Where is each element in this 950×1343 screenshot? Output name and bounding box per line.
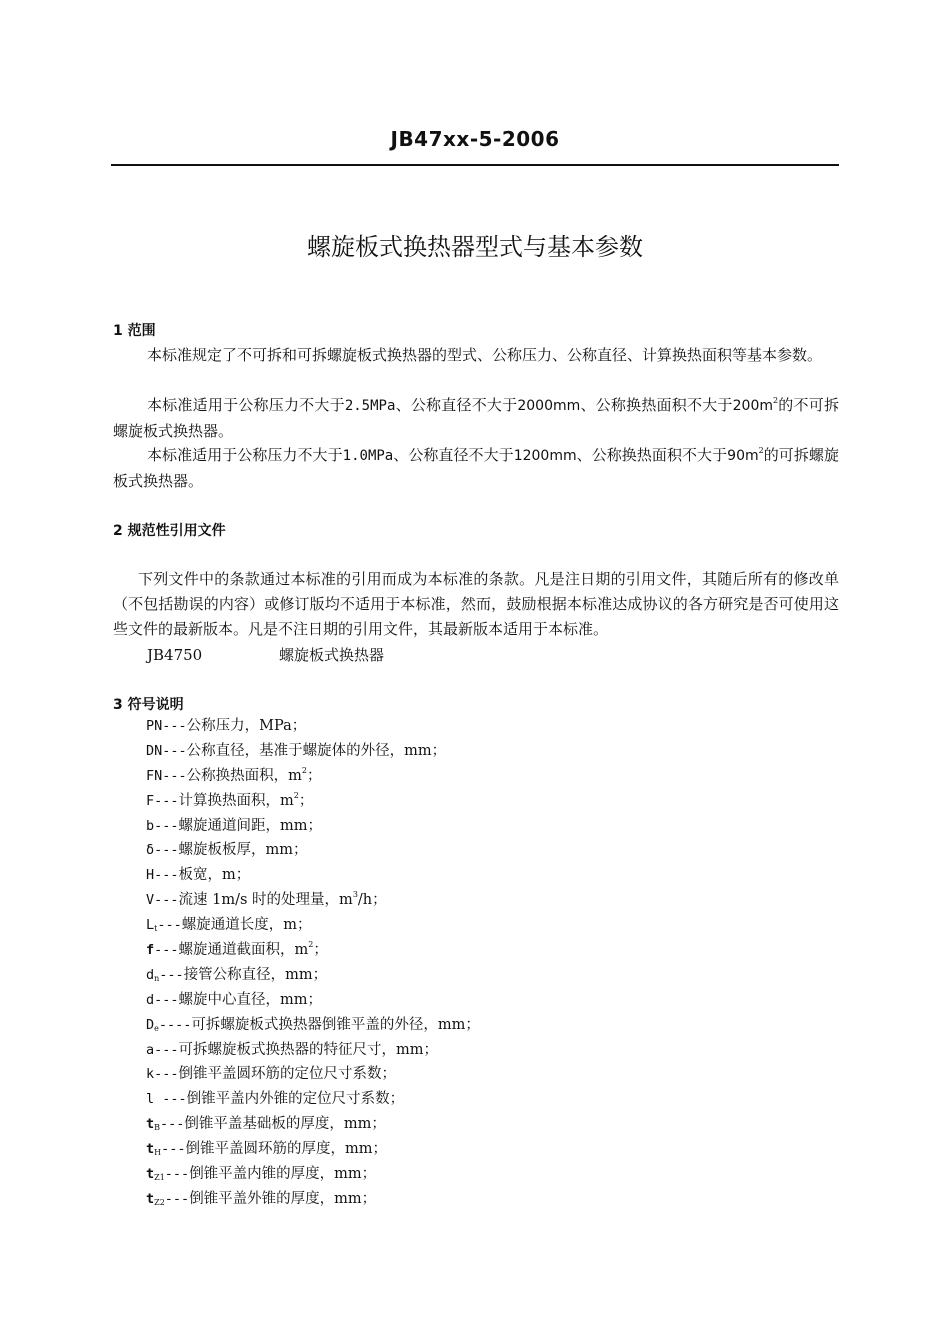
- symbol-separator: ---: [154, 792, 179, 809]
- symbol-row: [146, 1038, 480, 1063]
- symbol-name: PN: [146, 718, 163, 734]
- symbol-separator: ---: [164, 1166, 190, 1183]
- symbol-name: f: [146, 942, 155, 959]
- reference-code: JB4750: [147, 646, 203, 664]
- symbol-name: DN: [146, 742, 163, 759]
- symbol-row: [146, 938, 480, 963]
- header-rule: [111, 164, 839, 166]
- document-code: JB47xx-5-2006: [390, 127, 560, 151]
- symbol-description: 螺旋通道长度，m；: [181, 917, 312, 934]
- symbol-row: [146, 1187, 480, 1212]
- symbol-name: F: [146, 792, 155, 809]
- symbol-description: 倒锥平盖内外锥的定位尺寸系数；: [186, 1091, 405, 1108]
- symbol-separator: ---: [157, 917, 182, 934]
- symbol-separator: ---: [154, 1091, 187, 1108]
- symbol-description: 螺旋通道间距，mm；: [178, 817, 323, 834]
- symbol-name: t: [146, 1116, 155, 1133]
- symbol-name: l: [146, 1091, 155, 1108]
- symbol-description: 板宽，m；: [178, 867, 251, 884]
- symbol-list: [146, 714, 480, 1212]
- scope-paragraph-2: 本标准适用于公称压力不大于2.5MPa、公称直径不大于2000mm、公称换热面积不大于$200m^2$的不可拆螺旋板式换热器。: [113, 396, 839, 440]
- symbol-subscript: B: [154, 1123, 161, 1133]
- symbol-superscript: 3: [352, 890, 358, 900]
- symbol-row: [146, 1137, 480, 1162]
- symbol-name: t: [146, 1141, 155, 1158]
- symbol-description: 公称直径，基准于螺旋体的外径，mm；: [186, 742, 447, 759]
- symbol-name: b: [146, 817, 155, 834]
- symbol-description: 接管公称直径，mm；: [183, 966, 328, 983]
- symbol-subscript: Z1: [154, 1173, 165, 1183]
- symbol-subscript: t: [154, 924, 158, 934]
- symbol-name: D: [146, 1016, 155, 1033]
- section-heading-scope: 1 范围: [113, 323, 156, 339]
- symbol-description: 倒锥平盖圆环筋的厚度，mm；: [185, 1141, 388, 1158]
- symbol-description: 公称压力，MPa；: [186, 718, 307, 734]
- symbol-subscript: n: [154, 973, 160, 983]
- symbol-row: [146, 863, 480, 888]
- symbol-row: [146, 888, 480, 913]
- symbol-description: 倒锥平盖外锥的厚度，mm；: [189, 1190, 377, 1207]
- symbol-description: 公称换热面积，m: [186, 767, 302, 784]
- symbol-separator: ---: [161, 1141, 186, 1158]
- symbol-superscript: 2: [301, 765, 307, 775]
- symbol-tail: ；: [307, 767, 322, 784]
- symbol-name: δ: [146, 842, 155, 859]
- symbol-separator: ----: [158, 1016, 192, 1033]
- symbol-row: [146, 739, 480, 764]
- symbol-subscript: e: [154, 1023, 159, 1033]
- symbol-description: 倒锥平盖基础板的厚度，mm；: [184, 1116, 386, 1133]
- symbol-row: [146, 1013, 480, 1038]
- symbol-separator: ---: [154, 942, 179, 959]
- symbol-row: [146, 764, 480, 789]
- symbol-tail: /h；: [357, 892, 387, 909]
- symbol-description: 可拆螺旋板式换热器的特征尺寸，mm；: [178, 1041, 439, 1058]
- reference-title: 螺旋板式换热器: [279, 646, 385, 664]
- symbol-description: 流速 1m/s 时的处理量，m: [178, 892, 353, 909]
- symbol-name: a: [146, 1041, 155, 1058]
- symbol-name: FN: [146, 767, 163, 784]
- symbol-row: [146, 1112, 480, 1137]
- symbol-tail: ；: [313, 942, 328, 959]
- symbol-name: H: [146, 867, 155, 884]
- symbol-description: 螺旋通道截面积，m: [178, 942, 309, 959]
- section-heading-symbols: 3 符号说明: [113, 697, 184, 713]
- symbol-separator: ---: [160, 1116, 185, 1133]
- symbol-row: [146, 838, 480, 863]
- symbol-description: 螺旋板板厚，mm；: [178, 842, 308, 859]
- symbol-separator: ---: [154, 1066, 179, 1083]
- scope-paragraph-1: 本标准规定了不可拆和可拆螺旋板式换热器的型式、公称压力、公称直径、计算换热面积等基本参数。: [147, 346, 823, 364]
- symbol-name: d: [146, 966, 155, 983]
- symbol-separator: ---: [154, 817, 179, 834]
- symbol-superscript: 2: [293, 790, 299, 800]
- references-paragraph: 下列文件中的条款通过本标准的引用而成为本标准的条款。凡是注日期的引用文件，其随后所有的修改单（不包括勘误的内容）或修订版均不适用于本标准，然而，鼓励根据本标准达成协议的各方研究是否可使用这些文件的最新版本。凡是不注日期的引用文件，其最新版本适用于本标准。: [113, 570, 839, 638]
- symbol-row: [146, 789, 480, 814]
- symbol-separator: ---: [164, 1190, 190, 1207]
- symbol-description: 可拆螺旋板式换热器倒锥平盖的外径，mm；: [191, 1016, 480, 1033]
- symbol-separator: ---: [162, 718, 187, 734]
- symbol-name: V: [146, 892, 155, 909]
- symbol-name: d: [146, 991, 155, 1008]
- symbol-tail: ；: [298, 792, 314, 809]
- symbol-row: [146, 1062, 480, 1087]
- symbol-row: [146, 913, 480, 938]
- symbol-row: [146, 1087, 480, 1112]
- symbol-subscript: Z2: [154, 1197, 165, 1207]
- symbol-description: 倒锥平盖内锥的厚度，mm；: [189, 1166, 377, 1183]
- section-heading-references: 2 规范性引用文件: [113, 523, 226, 539]
- symbol-separator: ---: [154, 842, 179, 859]
- scope-paragraph-3: 本标准适用于公称压力不大于1.0MPa、公称直径不大于1200mm、公称换热面积不大于$90m^2$的可拆螺旋板式换热器。: [113, 446, 839, 490]
- symbol-separator: ---: [154, 991, 179, 1008]
- symbol-separator: ---: [154, 867, 179, 884]
- symbol-row: [146, 963, 480, 988]
- symbol-separator: ---: [162, 767, 187, 784]
- symbol-name: L: [146, 917, 155, 934]
- symbol-separator: ---: [159, 966, 184, 983]
- symbol-name: k: [146, 1066, 155, 1083]
- symbol-subscript: H: [154, 1148, 162, 1158]
- symbol-description: 计算换热面积，m: [178, 792, 294, 809]
- symbol-superscript: 2: [308, 940, 314, 950]
- symbol-row: [146, 714, 480, 739]
- symbol-row: [146, 1162, 480, 1187]
- symbol-name: t: [146, 1166, 155, 1183]
- symbol-description: 倒锥平盖圆环筋的定位尺寸系数；: [178, 1066, 397, 1083]
- symbol-row: [146, 814, 480, 839]
- reference-entry: [147, 644, 384, 665]
- symbol-separator: ---: [154, 892, 179, 909]
- symbol-row: [146, 988, 480, 1013]
- symbol-separator: ---: [162, 742, 187, 759]
- symbol-description: 螺旋中心直径，mm；: [178, 991, 323, 1008]
- symbol-name: t: [146, 1190, 155, 1207]
- symbol-separator: ---: [154, 1041, 179, 1058]
- document-title: 螺旋板式换热器型式与基本参数: [307, 233, 643, 261]
